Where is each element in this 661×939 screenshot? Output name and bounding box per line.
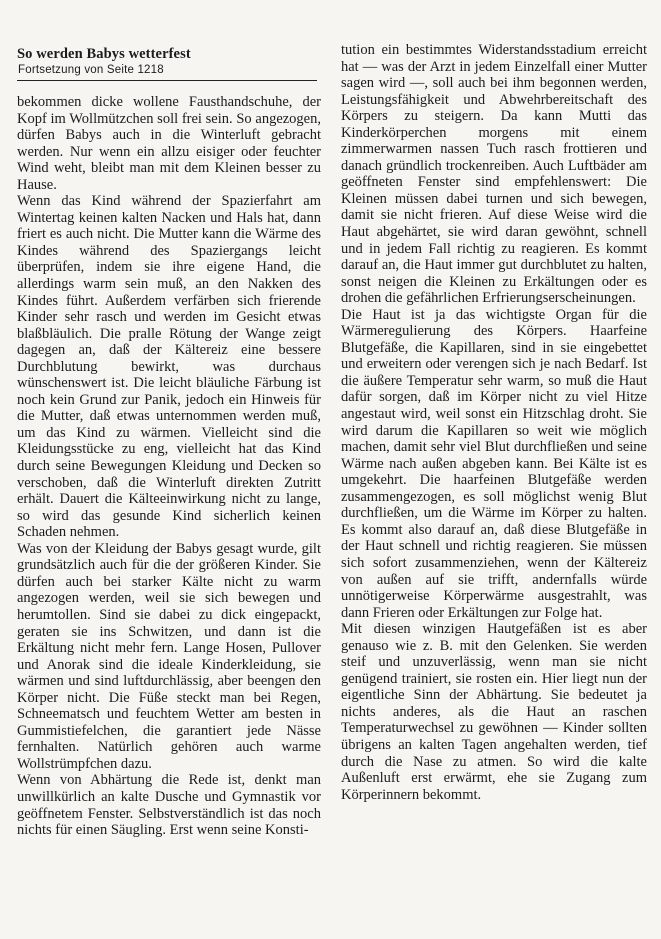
paragraph: Was von der Kleidung der Babys gesagt wurde, gilt grundsätzlich auch für die der größeren Kinder. Sie dürfen auch bei starker Kälte nicht zu warm angezogen werden, weil sie sich bewegen und herumtollen. Sind sie dabei zu dick eingepackt, geraten sie ins Schwitzen, und dann ist die Erkältung nicht mehr fern. Lange Hosen, Pullover und Anorak sind die ideale Kinderkleidung, sie wärmen und sind luftdurchlässig, aber beengen den Körper nicht. Die Füße steckt man bei Regen, Schneematsch und feuchtem Wetter am besten in Gummistiefelchen, die garantiert jede Nässe fernhalten. Natürlich gehören auch warme Wollstrümpfchen dazu. [17,540,321,772]
continuation-note: Fortsetzung von Seite 1218 [18,64,164,76]
paragraph: Die Haut ist ja das wichtigste Organ für die Wärmeregulierung des Körpers. Haarfeine Blutgefäße, die Kapillaren, sind in sie eingebettet und erweitern oder verengen sich je nach Bedarf. Ist die äußere Temperatur sehr warm, so muß die Haut dafür sorgen, daß im Körper nicht zu viel Hitze angestaut wird, weil sonst ein Hitzschlag droht. Sie wird darum die Kapillaren so weit wie möglich machen, damit sehr viel Blut durchfließen und seine Wärme nach außen abgeben kann. Bei Kälte ist es umgekehrt. Die haarfeinen Blutgefäße werden zusammengezogen, es soll möglichst wenig Blut durchfließen, um die Wärme im Körper zu halten. Es kommt also darauf an, daß diese Blutgefäße in der Haut schnell und richtig reagieren. Sie müssen sich sofort zusammenziehen, wenn der Kältereiz von außen auf sie trifft, andernfalls würde unnötigerweise Körperwärme ausgestrahlt, was dann Frieren oder Erkältungen zur Folge hat. [341,306,647,621]
paragraph: Mit diesen winzigen Hautgefäßen ist es aber genauso wie z. B. mit den Gelenken. Sie werden steif und unzuverlässig, wenn man sie nicht genügend trainiert, sie rosten ein. Hier liegt nun der eigentliche Sinn der Abhärtung. Sie bedeutet ja nichts anderes, als die Haut an raschen Temperaturwechsel zu gewöhnen — Kinder sollten übrigens an kalten Tagen angehalten werden, tief durch die Nase zu atmen. So wird die kalte Außenluft erst erwärmt, ehe sie Zugang zum Körperinnern bekommt. [341,621,647,803]
left-column [17,46,321,839]
paragraph: tution ein bestimmtes Widerstandsstadium erreicht hat — was der Arzt in jedem Einzelfall einer Mutter sagen wird —, soll auch bei ihm begonnen werden, Leistungsfähigkeit und Abwehrbereitschaft des Körpers zu steigern. Da kann Mutti das Kinderkörperchen morgens mit einem zimmerwarmen nassen Tuch rasch frottieren und danach gründlich trockenreiben. Auch Luftbäder am geöffneten Fenster sind empfehlenswert: Die Kleinen müssen dabei turnen und sich bewegen, damit sie nicht frieren. Auf diese Weise wird die Haut abgehärtet, sie wird daran gewöhnt, schnell und in jedem Fall richtig zu reagieren. Es kommt darauf an, die Haut immer gut durchblutet zu halten, sonst neigen die Kleinen zu Erkältungen oder es drohen die gefährlichen Erfrierungserscheinungen. [341,42,647,307]
article-title: So werden Babys wetterfest [17,46,191,62]
paragraph: Wenn das Kind während der Spazierfahrt am Wintertag keinen kalten Nacken und Hals hat, dann friert es auch nicht. Die Mutter kann die Wärme des Kindes während des Spaziergangs leicht überprüfen, indem sie ihre eigene Hand, die allerdings warm sein muß, an den Nakken des Kindes führt. Außerdem verfärben sich frierende Kinder sehr rasch und werden im Gesicht etwas blaßbläulich. Die pralle Rötung der Wange zeigt dagegen an, daß der Kältereiz eine bessere Durchblutung bewirkt, was durchaus wünschenswert ist. Die leicht bläuliche Färbung ist noch kein Grund zur Panik, jedoch ein Hinweis für die Mutter, daß etwas unternommen werden muß, um das Kind zu wärmen. Vielleicht sind die Kleidungsstücke zu eng, vielleicht hat das Kind durch seine Bewegungen Kleidung und Decken so verschoben, daß die Winterluft direkten Zutritt erhält. Dauert die Kälteeinwirkung nicht zu lange, so wird das gesunde Kind sicherlich keinen Schaden nehmen. [17,193,321,541]
right-column [341,42,647,803]
right-column-text [341,42,647,803]
paragraph: bekommen dicke wollene Fausthandschuhe, der Kopf im Wollmützchen soll frei sein. So angezogen, dürfen Babys auch in die Winterluft gebracht werden. Nur wenn ein allzu eisiger oder feuchter Wind weht, bleibt man mit dem Kleinen besser zu Hause. [17,94,321,193]
left-column-text [17,94,321,839]
title-divider [17,80,317,81]
paragraph: Wenn von Abhärtung die Rede ist, denkt man unwillkürlich an kalte Dusche und Gymnastik vor geöffnetem Fenster. Selbstverständlich ist das noch nichts für einen Säugling. Erst wenn seine Konsti- [17,772,321,839]
